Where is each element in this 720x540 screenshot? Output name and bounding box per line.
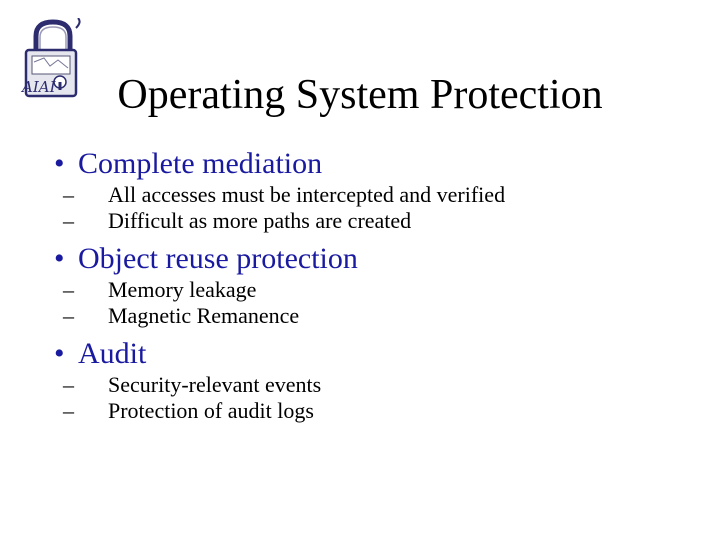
dash-icon: –: [63, 372, 74, 397]
bullet-label: Object reuse protection: [78, 242, 358, 275]
dash-icon: –: [63, 182, 74, 207]
subitem-text: Difficult as more paths are created: [108, 208, 412, 233]
subitem-list: [54, 277, 694, 329]
subitem-list: [54, 182, 694, 234]
dash-icon: –: [63, 208, 74, 233]
subitem-text: All accesses must be intercepted and verified: [108, 182, 506, 207]
logo-text: AIAI: [22, 78, 56, 96]
bullet-item-object-reuse: [54, 241, 694, 277]
bullet-list: [54, 146, 694, 431]
slide-title: [0, 66, 720, 124]
bullet-icon: •: [54, 242, 65, 275]
dash-icon: –: [63, 303, 74, 328]
subitem-text: Magnetic Remanence: [108, 303, 300, 328]
subitem: [54, 372, 694, 398]
subitem-text: Security-relevant events: [108, 372, 322, 397]
slide-title-text: Operating System Protection: [117, 72, 603, 118]
subitem-text: Protection of audit logs: [108, 398, 314, 423]
subitem-list: [54, 372, 694, 424]
dash-icon: –: [63, 277, 74, 302]
dash-icon: –: [63, 398, 74, 423]
bullet-item-complete-mediation: [54, 146, 694, 182]
subitem: [54, 398, 694, 424]
bullet-label: Complete mediation: [78, 147, 323, 180]
subitem: [54, 303, 694, 329]
subitem: [54, 182, 694, 208]
bullet-label: Audit: [78, 337, 147, 370]
subitem: [54, 277, 694, 303]
bullet-icon: •: [54, 147, 65, 180]
subitem: [54, 208, 694, 234]
subitem-text: Memory leakage: [108, 277, 257, 302]
bullet-item-audit: [54, 336, 694, 372]
bullet-icon: •: [54, 337, 65, 370]
